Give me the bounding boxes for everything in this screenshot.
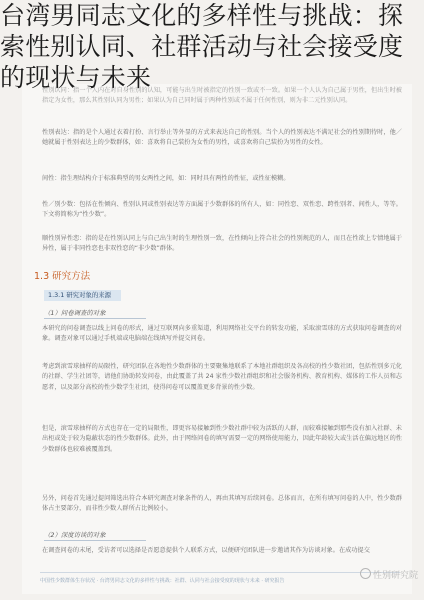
- paragraph-screening: 另外，问卷首先通过提问筛选出符合本研究调查对象条件的人，再由其填写后续问卷。总体而言，在所有填写问卷的人中，性少数群体占主要部分，而非性少数人群所占比例较小。: [42, 495, 402, 513]
- page-title: [0, 0, 424, 93]
- paragraph-gender-expression: 性别表达：指的是个人通过衣着打扮、言行举止等外显的方式来表达自己的性别。当个人的性别表达不满足社会的性别期待时，他／她就属于性别表达上的少数群体，如：喜欢将自己装扮为女性的男性，或喜欢将自己装扮为男性的女性。: [42, 129, 402, 147]
- watermark-logo-icon: [360, 568, 371, 579]
- watermark-text: 性别研究院: [372, 571, 418, 581]
- watermark: [360, 568, 418, 581]
- paragraph-top: 性别认同：指一个人内在对自身性别的认知，可能与出生时被指定的性别一致或不一致。如果一个人认为自己属于男性，但出生时被指定为女性，那么其性别认同为男性；如果认为自己同时属于两种性别或不属于任何性别，则为非二元性别认同。: [42, 87, 402, 105]
- paragraph-sexual-minority: 性／别少数：包括在性倾向、性别认同或性别表达等方面属于少数群体的所有人，如：同性恋、双性恋、跨性别者、间性人，等等。下文将简称为“性少数”。: [42, 201, 402, 219]
- scanned-document: [22, 84, 412, 594]
- title-line-2: 索性别认同、社群活动与社会接受度: [0, 32, 404, 61]
- section-heading-methods: 1.3 研究方法: [34, 271, 91, 282]
- paragraph-survey-method: 本研究的问卷调查以线上问卷的形式，通过互联网向多重渠道，利用网络社交平台的转发功能，采取滚雪球的方式获取问卷调查的对象。调查对象可以通过手机端或电脑端在线填写并提交问卷。: [42, 325, 402, 343]
- title-line-1: 台湾男同志文化的多样性与挑战：探: [0, 1, 404, 30]
- document-footer: 中国性少数群体生存状况 · 台湾男同志文化的多样性与挑战：社群、认同与社会接受度的现状与未来 · 研究报告: [40, 572, 400, 589]
- paragraph-interview: 在调查问卷的末尾，受访者可以选择是否愿意提供个人联系方式，以便研究团队进一步邀请其作为访谈对象。在成功提交: [42, 547, 370, 554]
- paragraph-intersex: 间性：指生理结构介于标准典型的男女两性之间，如：同时具有两性的性征，或性征模糊。: [42, 175, 290, 182]
- sub-subsection-heading-interview: （2）深度访谈的对象: [44, 530, 146, 541]
- subsection-heading: 1.3.1 研究对象的来源: [44, 290, 121, 301]
- paragraph-sampling: 考虑到滚雪球抽样的局限性，研究团队在各地性少数群体的主要聚集地联系了本地社群组织及各高校的性少数社团，包括性别多元化的社群、学生社团等，请他们协助转发问卷，由此覆盖了共 24 家性少数社群组织和社会服务机构、教育机构、媒体的工作人员和志愿者，以及部分高校的性少数学生社团，使得问卷可以覆盖更多背景的性少数。: [42, 363, 402, 391]
- title-line-3: 的现状与未来: [0, 63, 152, 92]
- paragraph-cisgender-heterosexual: 顺性别异性恋：指的是在性别认同上与自己出生时的生理性别一致，在性倾向上符合社会的性别规范的人，而且在性欲上专情地属于异性，属于非同性恋也非双性恋的“非少数”群体。: [42, 235, 402, 253]
- sub-subsection-heading-survey: （1）问卷调查的对象: [44, 308, 146, 319]
- paragraph-limitations: 但是，滚雪球抽样的方式也存在一定的局限性，即更容易接触到性少数社群中较为活跃的人群，而较难接触到那些没有加入社群、未出柜或处于较为隐蔽状态的性少数群体。此外，由于网络问卷的填写需要一定的网络使用能力，因此年龄较大或生活在偏远地区的性少数群体也较难被覆盖到。: [42, 425, 402, 453]
